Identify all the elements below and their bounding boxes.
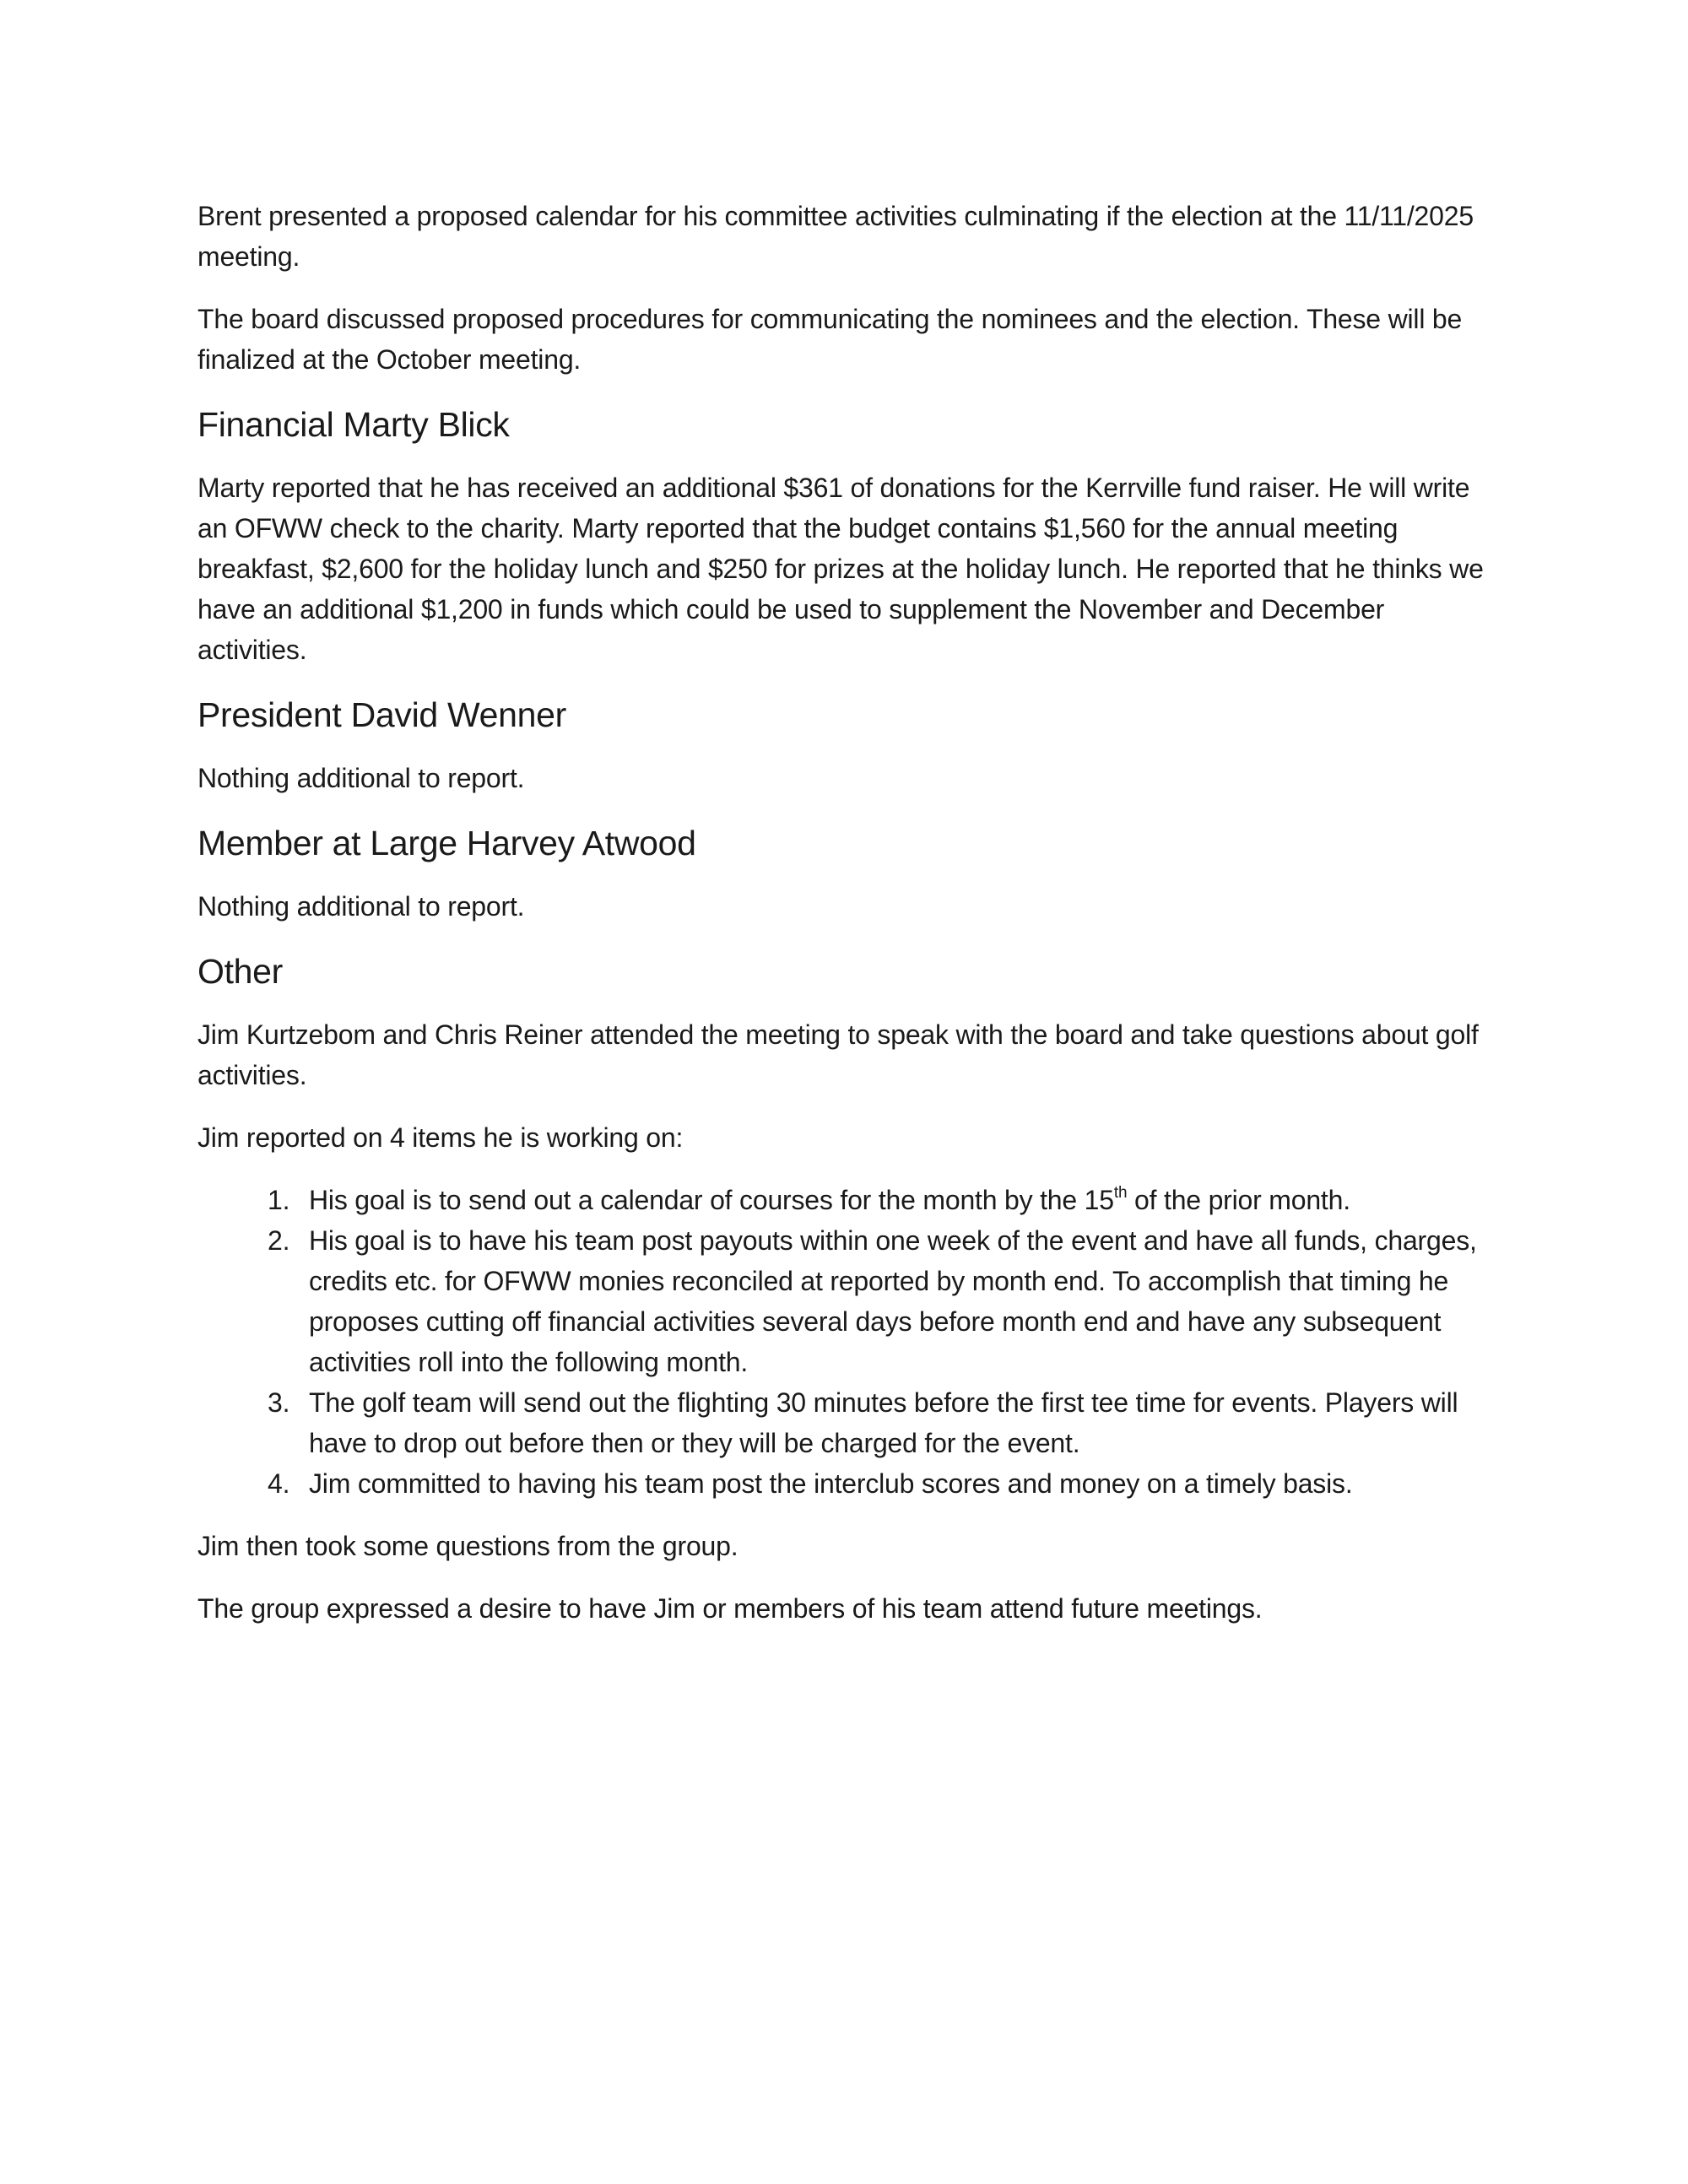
list-item: 4. Jim committed to having his team post the interclub scores and money on a timely basis. (297, 1463, 1497, 1504)
list-item: 2. His goal is to have his team post payouts within one week of the event and have all funds, charges, credits etc. for OFWW monies reconciled at reported by month end. To accomplish that timing he proposes cutting off financial activities several days before month end and have any subsequent activities roll into the following month. (297, 1220, 1497, 1382)
other-future-meetings-paragraph: The group expressed a desire to have Jim or members of his team attend future meetings. (197, 1593, 1263, 1624)
list-item: 3. The golf team will send out the flighting 30 minutes before the first tee time for events. Players will have to drop out before then or they will be charged for the event. (297, 1382, 1497, 1463)
list-item-text-continued: of the prior month. (1127, 1185, 1350, 1215)
member-at-large-report-paragraph: Nothing additional to report. (197, 891, 525, 922)
other-attendees-paragraph: Jim Kurtzebom and Chris Reiner attended the meeting to speak with the board and take questions about golf activities. (197, 1019, 1479, 1090)
section-heading-other: Other (197, 952, 284, 991)
document-page (197, 196, 1497, 1651)
section-heading-member-at-large: Member at Large Harvey Atwood (197, 824, 696, 862)
golf-items-list (197, 1180, 1497, 1504)
president-report-paragraph: Nothing additional to report. (197, 763, 525, 793)
list-item-text: His goal is to send out a calendar of courses for the month by the 15 (309, 1185, 1114, 1215)
financial-report-paragraph: Marty reported that he has received an additional $361 of donations for the Kerrville fund raiser. He will write an OFWW check to the charity. Marty reported that the budget contains $1,560 for the annual meeting breakfast, $2,600 for the holiday lunch and $250 for prizes at the holiday lunch. He reported that he thinks we have an additional $1,200 in funds which could be used to supplement the November and December activities. (197, 473, 1484, 665)
section-heading-president: President David Wenner (197, 695, 567, 734)
intro-paragraph-procedures: The board discussed proposed procedures for communicating the nominees and the election. These will be finalized at the October meeting. (197, 304, 1463, 375)
superscript-ordinal: th (1113, 1184, 1128, 1203)
intro-paragraph-calendar: Brent presented a proposed calendar for his committee activities culminating if the election at the 11/11/2025 meeting. (197, 201, 1474, 272)
section-heading-financial: Financial Marty Blick (197, 405, 510, 444)
other-items-intro-paragraph: Jim reported on 4 items he is working on: (197, 1122, 684, 1153)
other-questions-paragraph: Jim then took some questions from the group. (197, 1531, 738, 1561)
list-item (297, 1180, 1497, 1220)
